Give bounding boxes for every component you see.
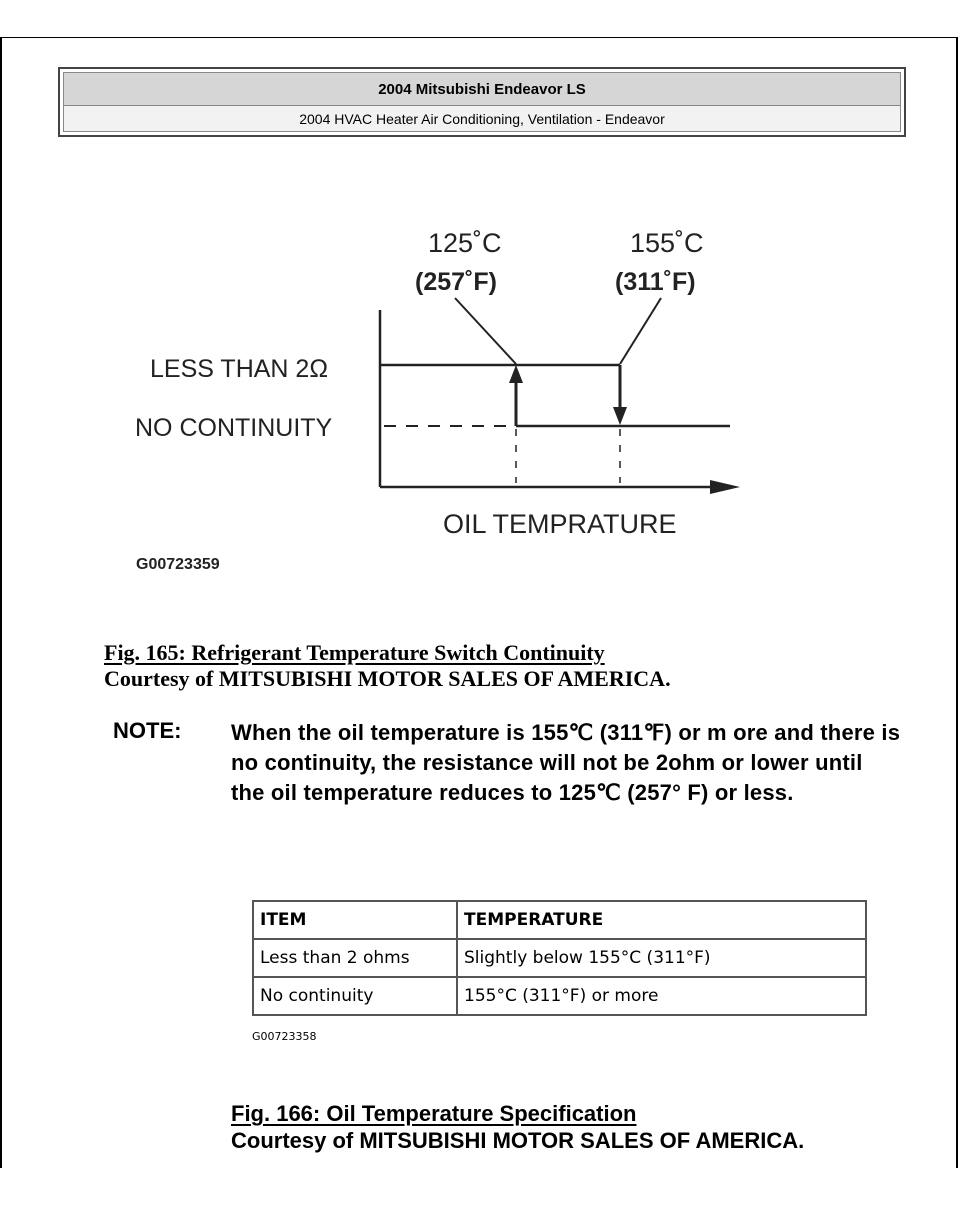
leader-line-high [620,298,661,364]
page-border-left [0,38,2,1168]
figure-166-title: Fig. 166: Oil Temperature Specification [231,1101,637,1126]
table-row [253,939,866,977]
table-code: G00723358 [252,1030,317,1043]
temp-low-f-label: (257˚F) [415,268,497,296]
table-cell-item: No continuity [253,977,457,1015]
table-header-row [253,901,866,939]
header-inner [63,72,901,132]
temp-high-c-label: 155˚C [630,228,704,258]
temp-low-c-label: 125˚C [428,228,502,258]
note-label: NOTE: [113,718,182,743]
document-header [58,67,906,137]
table-cell-item: Less than 2 ohms [253,939,457,977]
less-than-label: LESS THAN 2Ω [150,355,329,383]
note-text: When the oil temperature is 155℃ (311℉) or m ore and there is no continuity, the resistance will not be 2ohm or lower until the oil temperature reduces to 125℃ (257° F) or less. [231,720,901,805]
header-title: 2004 Mitsubishi Endeavor LS [64,73,900,106]
up-arrow-head [509,365,523,383]
table-cell-temperature: Slightly below 155°C (311°F) [457,939,866,977]
leader-line-low [455,298,516,364]
table-header-temperature: TEMPERATURE [457,901,866,939]
x-axis-label: OIL TEMPRATURE [443,509,677,539]
figure-166-caption [231,1100,804,1154]
table-row [253,977,866,1015]
page-border-right [956,38,958,1168]
no-continuity-label: NO CONTINUITY [135,414,333,442]
temp-high-f-label: (311˚F) [615,268,696,296]
table-cell-temperature: 155°C (311°F) or more [457,977,866,1015]
x-axis-arrow [710,480,740,494]
figure-code: G00723359 [136,556,220,573]
down-arrow-head [613,407,627,425]
figure-165-caption [104,640,671,692]
page-border-top [0,37,958,38]
table-header-item: ITEM [253,901,457,939]
figure-166-courtesy: Courtesy of MITSUBISHI MOTOR SALES OF AMERICA. [231,1128,805,1153]
continuity-diagram [100,215,800,585]
figure-165-courtesy: Courtesy of MITSUBISHI MOTOR SALES OF AMERICA. [104,666,671,691]
oil-temperature-spec-table [252,900,867,1016]
figure-165-title: Fig. 165: Refrigerant Temperature Switch Continuity [104,640,605,665]
header-subtitle: 2004 HVAC Heater Air Conditioning, Ventilation - Endeavor [64,106,900,131]
